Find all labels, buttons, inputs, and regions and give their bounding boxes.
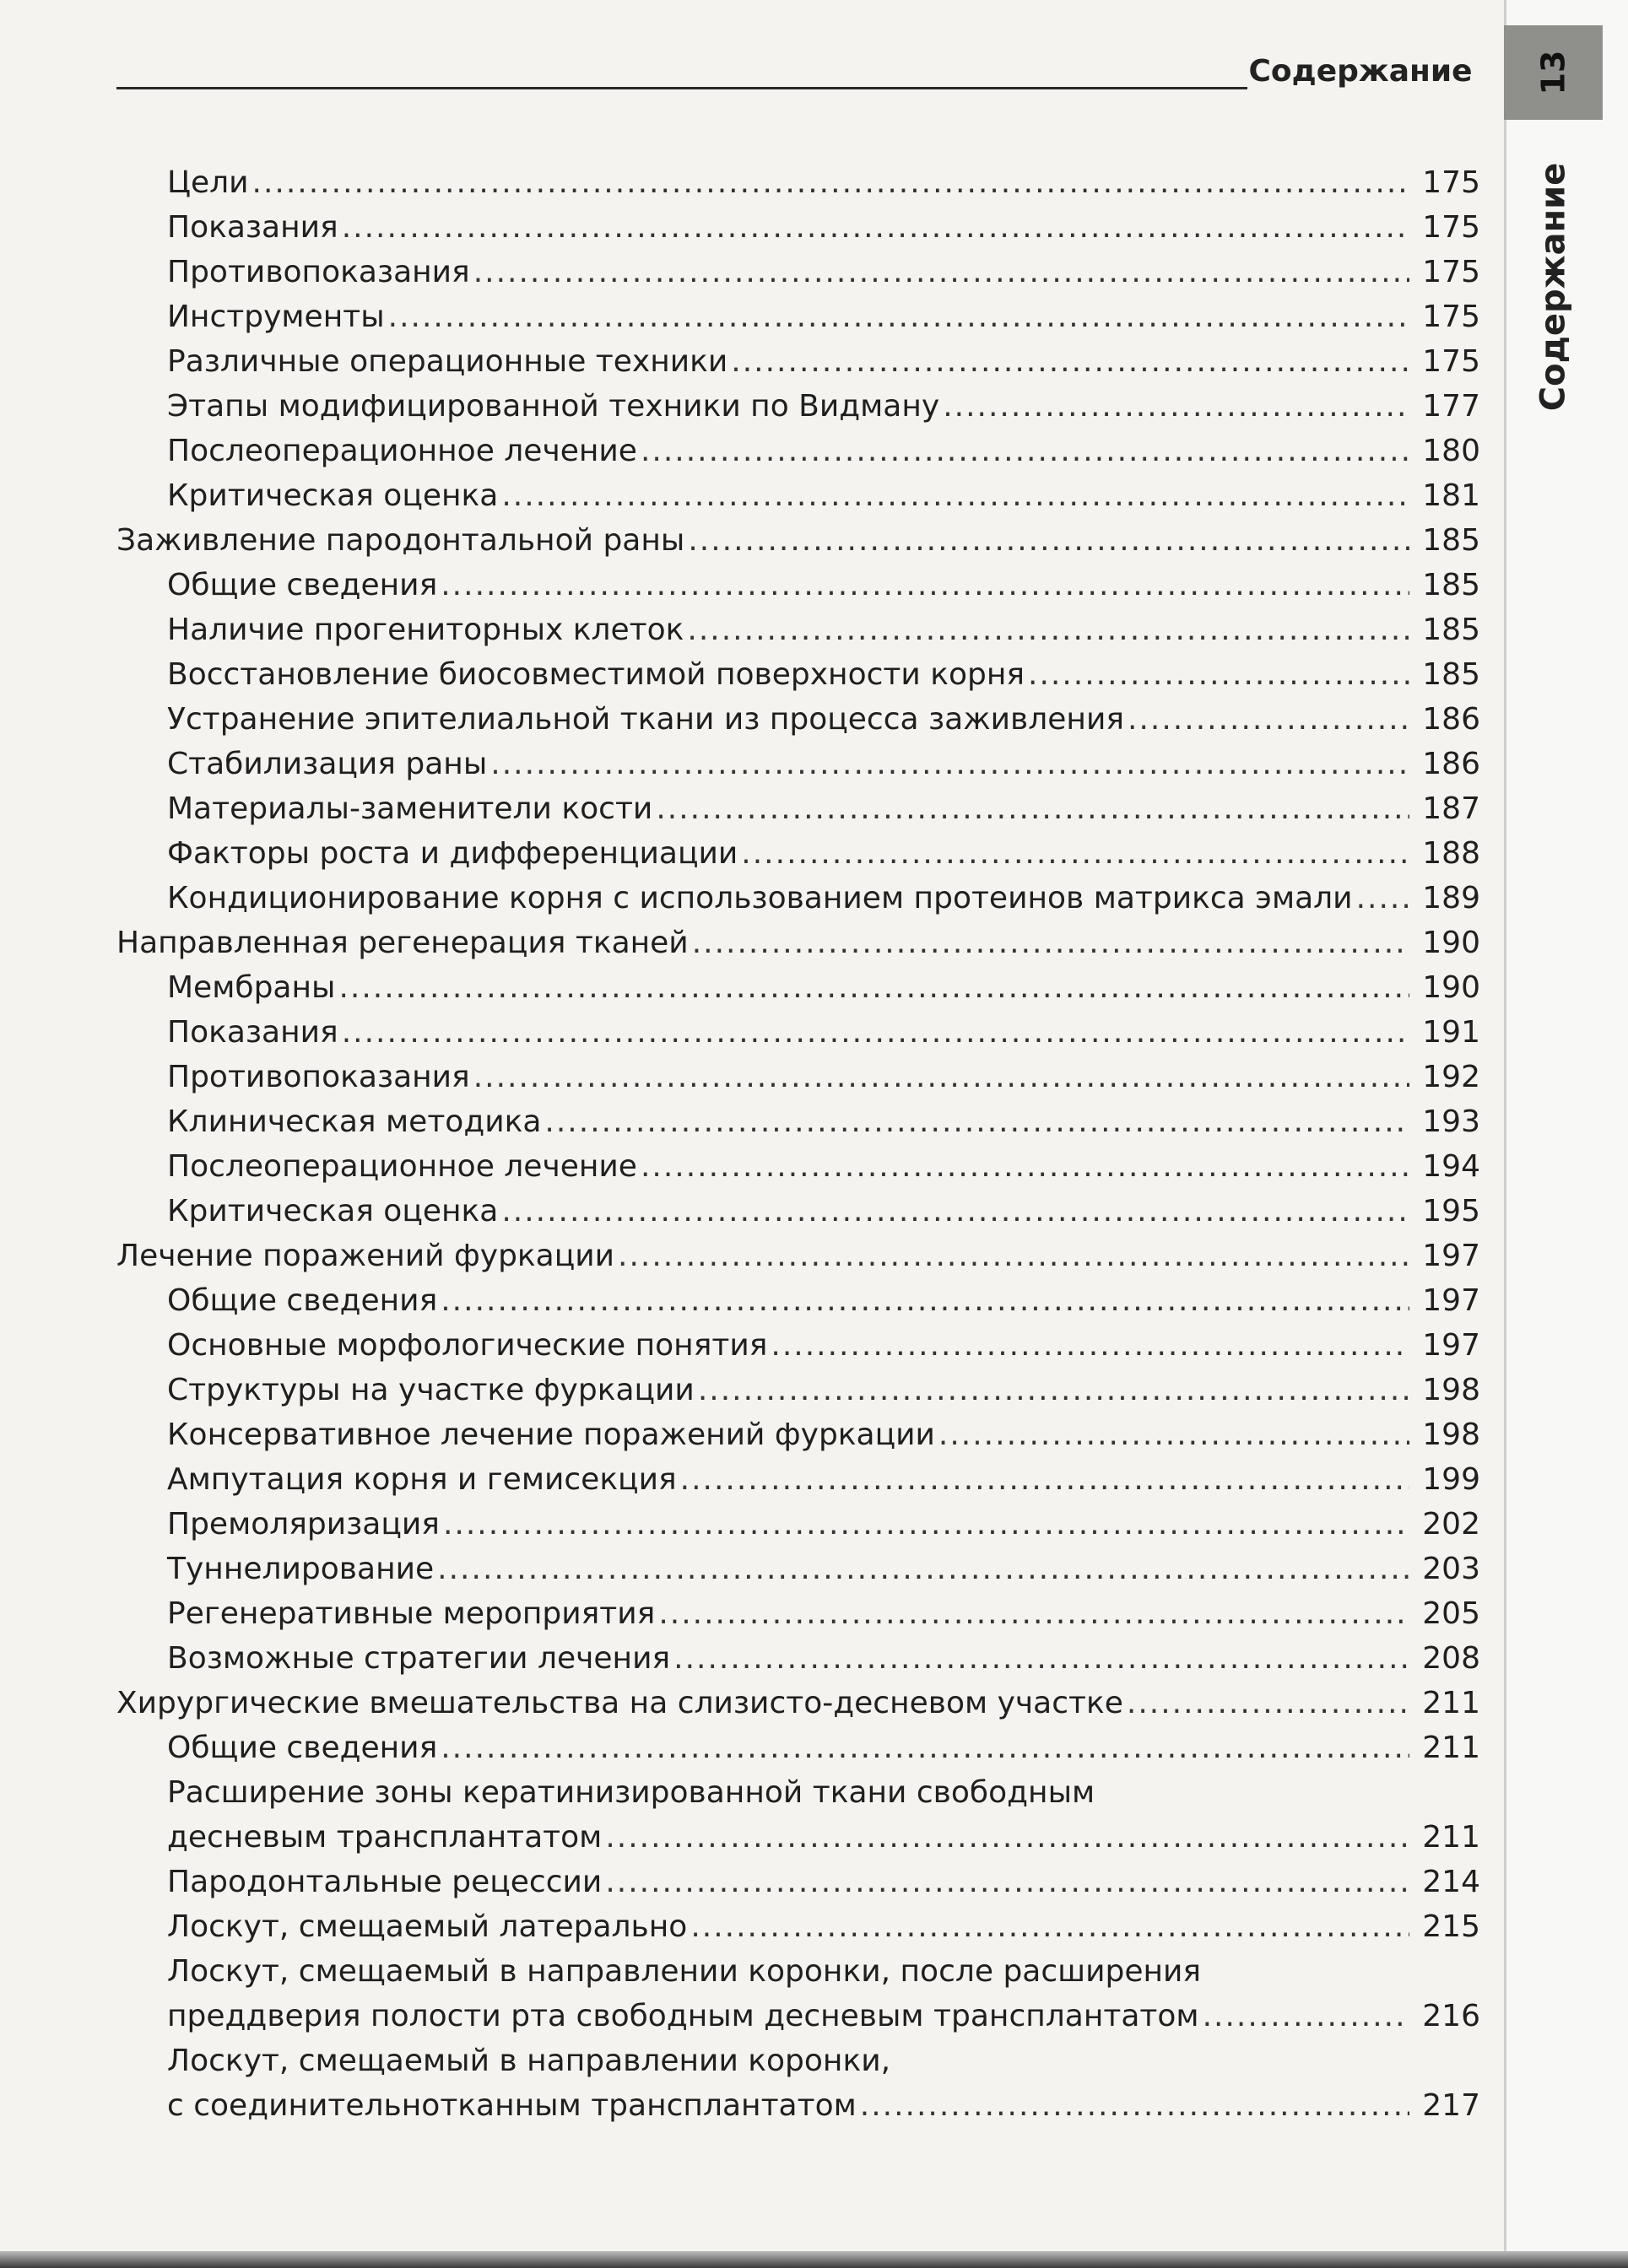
toc-page-number: 175 <box>1422 210 1480 245</box>
toc-entry-line <box>0 205 1480 250</box>
toc-subsection-entry[interactable] <box>0 876 1485 921</box>
dot-leader <box>388 294 1409 339</box>
toc-entry-title: Противопоказания <box>167 1060 470 1094</box>
toc-subsection-entry[interactable] <box>0 1591 1485 1636</box>
toc-page-number: 188 <box>1422 836 1480 871</box>
dot-leader <box>605 1860 1409 1904</box>
toc-subsection-entry[interactable] <box>0 608 1485 652</box>
toc-subsection-entry[interactable] <box>0 1949 1485 2038</box>
toc-subsection-entry[interactable] <box>0 250 1485 294</box>
toc-entry-title: Возможные стратегии лечения <box>167 1641 671 1676</box>
dot-leader <box>441 1725 1409 1770</box>
toc-page-number: 185 <box>1422 568 1480 602</box>
toc-subsection-entry[interactable] <box>0 1502 1485 1547</box>
toc-page-number: 198 <box>1422 1373 1480 1407</box>
toc-entry-line <box>0 2038 1480 2083</box>
dot-leader <box>656 786 1409 831</box>
toc-entry-line <box>0 831 1480 876</box>
toc-page-number: 202 <box>1422 1507 1480 1542</box>
toc-page-number: 175 <box>1422 300 1480 334</box>
toc-entry-line <box>0 1770 1480 1815</box>
dot-leader <box>342 1010 1409 1055</box>
toc-subsection-entry[interactable] <box>0 1189 1485 1234</box>
toc-entry-title: Показания <box>167 1015 338 1050</box>
toc-subsection-entry[interactable] <box>0 1770 1485 1860</box>
toc-entry-title: Критическая оценка <box>167 478 499 513</box>
toc-subsection-entry[interactable] <box>0 1860 1485 1904</box>
toc-entry-line <box>0 1323 1480 1368</box>
toc-subsection-entry[interactable] <box>0 1144 1485 1189</box>
toc-page-number: 181 <box>1422 478 1480 513</box>
toc-page-number: 190 <box>1422 970 1480 1005</box>
toc-entry-line <box>0 339 1480 384</box>
toc-page-number: 175 <box>1422 344 1480 379</box>
toc-entry-line <box>0 1368 1480 1412</box>
toc-entry-line <box>0 1234 1480 1278</box>
toc-page-number: 177 <box>1422 389 1480 424</box>
toc-entry-line <box>0 1010 1480 1055</box>
toc-entry-title: Лоскут, смещаемый в направлении коронки, после расширения <box>167 1954 1202 1989</box>
toc-entry-line <box>0 1502 1480 1547</box>
dot-leader <box>443 1502 1409 1547</box>
toc-entry-line <box>0 652 1480 697</box>
dot-leader <box>605 1815 1409 1860</box>
toc-entry-line <box>0 2083 1480 2128</box>
dot-leader <box>441 1278 1409 1323</box>
toc-subsection-entry[interactable] <box>0 1904 1485 1949</box>
toc-entry-title: Восстановление биосовместимой поверхности корня <box>167 657 1025 692</box>
toc-page-number: 197 <box>1422 1328 1480 1363</box>
toc-subsection-entry[interactable] <box>0 1055 1485 1099</box>
toc-page-number: 214 <box>1422 1865 1480 1899</box>
page-number-tab <box>1504 25 1603 120</box>
toc-subsection-entry[interactable] <box>0 1099 1485 1144</box>
toc-subsection-entry[interactable] <box>0 429 1485 473</box>
toc-entry-title: Регенеративные мероприятия <box>167 1596 656 1631</box>
toc-entry-line <box>0 1636 1480 1681</box>
toc-entry-title: Пародонтальные рецессии <box>167 1865 603 1899</box>
dot-leader <box>252 160 1409 205</box>
toc-entry-title: Общие сведения <box>167 568 438 602</box>
toc-page-number: 180 <box>1422 434 1480 468</box>
toc-subsection-entry[interactable] <box>0 652 1485 697</box>
dot-leader <box>673 1636 1409 1681</box>
toc-page-number: 193 <box>1422 1104 1480 1139</box>
toc-entry-line <box>0 1144 1480 1189</box>
toc-entry-line <box>0 1457 1480 1502</box>
dot-leader <box>490 742 1409 786</box>
dot-leader <box>501 473 1409 518</box>
running-header-title: Содержание <box>1248 54 1473 89</box>
toc-subsection-entry[interactable] <box>0 160 1485 205</box>
dot-leader <box>741 831 1409 876</box>
toc-entry-line <box>0 921 1480 965</box>
toc-subsection-entry[interactable] <box>0 1278 1485 1323</box>
toc-entry-title: Клиническая методика <box>167 1104 542 1139</box>
toc-entry-line <box>0 518 1480 563</box>
toc-entry-title: Материалы-заменители кости <box>167 791 653 826</box>
toc-entry-line <box>0 563 1480 608</box>
toc-subsection-entry[interactable] <box>0 384 1485 429</box>
toc-entry-line <box>0 1412 1480 1457</box>
toc-subsection-entry[interactable] <box>0 205 1485 250</box>
toc-entry-title: Показания <box>167 210 338 245</box>
toc-entry-title: Послеоперационное лечение <box>167 434 637 468</box>
toc-page-number: 197 <box>1422 1283 1480 1318</box>
toc-subsection-entry[interactable] <box>0 831 1485 876</box>
toc-entry-line <box>0 1949 1480 1994</box>
toc-entry-title: Устранение эпителиальной ткани из процесса заживления <box>167 702 1125 737</box>
toc-entry-line <box>0 1189 1480 1234</box>
table-of-contents <box>0 160 1485 2135</box>
toc-page-number: 211 <box>1422 1820 1480 1855</box>
toc-page-number: 197 <box>1422 1239 1480 1273</box>
toc-entry-title: Структуры на участке фуркации <box>167 1373 695 1407</box>
toc-page-number: 175 <box>1422 255 1480 289</box>
dot-leader <box>473 250 1409 294</box>
toc-page-number: 186 <box>1422 702 1480 737</box>
toc-entry-title: Цели <box>167 165 249 200</box>
toc-section-entry[interactable] <box>0 1234 1485 1278</box>
toc-entry-title: Премоляризация <box>167 1507 440 1542</box>
toc-subsection-entry[interactable] <box>0 1368 1485 1412</box>
toc-entry-title: Консервативное лечение поражений фуркации <box>167 1418 935 1452</box>
dot-leader <box>658 1591 1409 1636</box>
toc-page-number: 189 <box>1422 881 1480 915</box>
toc-page-number: 187 <box>1422 791 1480 826</box>
dot-leader <box>860 2083 1409 2128</box>
toc-entry-title: Послеоперационное лечение <box>167 1149 637 1184</box>
toc-section-entry[interactable] <box>0 518 1485 563</box>
toc-entry-title: Этапы модифицированной техники по Видману <box>167 389 940 424</box>
toc-entry-title: Лоскут, смещаемый латерально <box>167 1909 688 1944</box>
toc-page-number: 185 <box>1422 613 1480 647</box>
toc-subsection-entry[interactable] <box>0 1547 1485 1591</box>
toc-page-number: 194 <box>1422 1149 1480 1184</box>
dot-leader <box>544 1099 1409 1144</box>
toc-entry-line <box>0 1681 1480 1725</box>
side-tab-text: Содержание <box>1533 162 1573 412</box>
dot-leader <box>692 921 1409 965</box>
dot-leader <box>943 384 1409 429</box>
toc-subsection-entry[interactable] <box>0 786 1485 831</box>
toc-page-number: 191 <box>1422 1015 1480 1050</box>
header-rule <box>116 87 1247 89</box>
toc-entry-title: Мембраны <box>167 970 336 1005</box>
toc-section-entry[interactable] <box>0 921 1485 965</box>
toc-entry-title: Заживление пародонтальной раны <box>116 523 685 558</box>
toc-entry-line <box>0 1860 1480 1904</box>
toc-subsection-entry[interactable] <box>0 294 1485 339</box>
toc-subsection-entry[interactable] <box>0 1010 1485 1055</box>
toc-entry-title: Ампутация корня и гемисекция <box>167 1462 677 1497</box>
dot-leader <box>501 1189 1409 1234</box>
dot-leader <box>437 1547 1409 1591</box>
toc-page-number: 195 <box>1422 1194 1480 1228</box>
dot-leader <box>441 563 1409 608</box>
toc-entry-line <box>0 250 1480 294</box>
dot-leader <box>1028 652 1409 697</box>
toc-subsection-entry[interactable] <box>0 1725 1485 1770</box>
toc-entry-title: Факторы роста и дифференциации <box>167 836 738 871</box>
toc-entry-line <box>0 429 1480 473</box>
dot-leader <box>690 1904 1409 1949</box>
toc-entry-title: Хирургические вмешательства на слизисто-десневом участке <box>116 1686 1123 1720</box>
dot-leader <box>342 205 1409 250</box>
toc-subsection-entry[interactable] <box>0 1457 1485 1502</box>
dot-leader <box>687 608 1409 652</box>
toc-entry-title: Различные операционные техники <box>167 344 728 379</box>
dot-leader <box>771 1323 1409 1368</box>
toc-entry-title: Стабилизация раны <box>167 747 488 781</box>
dot-leader <box>938 1412 1409 1457</box>
toc-page-number: 211 <box>1422 1686 1480 1720</box>
toc-page-number: 192 <box>1422 1060 1480 1094</box>
toc-entry-title: Противопоказания <box>167 255 470 289</box>
dot-leader <box>641 429 1409 473</box>
toc-entry-title: Расширение зоны кератинизированной ткани свободным <box>167 1775 1095 1810</box>
dot-leader <box>618 1234 1409 1278</box>
toc-entry-line <box>0 786 1480 831</box>
toc-page-number: 190 <box>1422 926 1480 960</box>
toc-entry-line <box>0 384 1480 429</box>
toc-entry-line <box>0 1099 1480 1144</box>
toc-entry-title: Основные морфологические понятия <box>167 1328 768 1363</box>
dot-leader <box>338 965 1409 1010</box>
toc-entry-title: Инструменты <box>167 300 385 334</box>
toc-entry-title: Общие сведения <box>167 1283 438 1318</box>
toc-entry-title: Лоскут, смещаемый в направлении коронки, <box>167 2044 891 2078</box>
dot-leader <box>1128 697 1409 742</box>
toc-entry-line <box>0 876 1480 921</box>
toc-page-number: 185 <box>1422 657 1480 692</box>
toc-page-number: 217 <box>1422 2088 1480 2123</box>
toc-subsection-entry[interactable] <box>0 742 1485 786</box>
toc-subsection-entry[interactable] <box>0 1636 1485 1681</box>
toc-page-number: 186 <box>1422 747 1480 781</box>
toc-page-number: 198 <box>1422 1418 1480 1452</box>
toc-entry-line <box>0 1815 1480 1860</box>
toc-entry-line <box>0 697 1480 742</box>
toc-subsection-entry[interactable] <box>0 697 1485 742</box>
toc-subsection-entry[interactable] <box>0 965 1485 1010</box>
dot-leader <box>473 1055 1409 1099</box>
toc-page-number: 216 <box>1422 1999 1480 2033</box>
toc-entry-line <box>0 742 1480 786</box>
page-bottom-edge <box>0 2251 1628 2268</box>
toc-entry-line <box>0 1278 1480 1323</box>
toc-page-number: 203 <box>1422 1552 1480 1586</box>
toc-subsection-entry[interactable] <box>0 339 1485 384</box>
toc-page-number: 199 <box>1422 1462 1480 1497</box>
dot-leader <box>1356 876 1409 921</box>
toc-entry-line <box>0 1055 1480 1099</box>
toc-subsection-entry[interactable] <box>0 1323 1485 1368</box>
side-tab-label <box>1504 152 1603 422</box>
dot-leader <box>680 1457 1409 1502</box>
toc-page-number: 175 <box>1422 165 1480 200</box>
toc-entry-title: Наличие прогениторных клеток <box>167 613 684 647</box>
toc-entry-line <box>0 1994 1480 2038</box>
toc-entry-line <box>0 965 1480 1010</box>
toc-entry-title: Кондиционирование корня с использованием протеинов матрикса эмали <box>167 881 1353 915</box>
toc-page-number: 185 <box>1422 523 1480 558</box>
toc-entry-title: Критическая оценка <box>167 1194 499 1228</box>
toc-entry-line <box>0 473 1480 518</box>
toc-entry-title: Лечение поражений фуркации <box>116 1239 615 1273</box>
toc-entry-line <box>0 1725 1480 1770</box>
dot-leader <box>1127 1681 1409 1725</box>
toc-entry-line <box>0 160 1480 205</box>
toc-subsection-entry[interactable] <box>0 2038 1485 2128</box>
dot-leader <box>688 518 1409 563</box>
toc-section-entry[interactable] <box>0 1681 1485 1725</box>
toc-page-number: 205 <box>1422 1596 1480 1631</box>
toc-entry-title-continued: преддверия полости рта свободным десневым трансплантатом <box>167 1999 1199 2033</box>
toc-page-number: 211 <box>1422 1731 1480 1765</box>
dot-leader <box>731 339 1409 384</box>
toc-entry-line <box>0 1591 1480 1636</box>
toc-page-number: 215 <box>1422 1909 1480 1944</box>
toc-subsection-entry[interactable] <box>0 1412 1485 1457</box>
dot-leader <box>641 1144 1409 1189</box>
dot-leader <box>698 1368 1409 1412</box>
toc-subsection-entry[interactable] <box>0 563 1485 608</box>
toc-entry-line <box>0 608 1480 652</box>
toc-entry-title: Туннелирование <box>167 1552 435 1586</box>
toc-page-number: 208 <box>1422 1641 1480 1676</box>
page-number: 13 <box>1534 50 1572 95</box>
dot-leader <box>1203 1994 1409 2038</box>
toc-subsection-entry[interactable] <box>0 473 1485 518</box>
toc-entry-line <box>0 1547 1480 1591</box>
toc-entry-line <box>0 1904 1480 1949</box>
toc-entry-line <box>0 294 1480 339</box>
toc-entry-title-continued: с соединительнотканным трансплантатом <box>167 2088 857 2123</box>
toc-entry-title-continued: десневым трансплантатом <box>167 1820 603 1855</box>
toc-entry-title: Общие сведения <box>167 1731 438 1765</box>
toc-entry-title: Направленная регенерация тканей <box>116 926 689 960</box>
